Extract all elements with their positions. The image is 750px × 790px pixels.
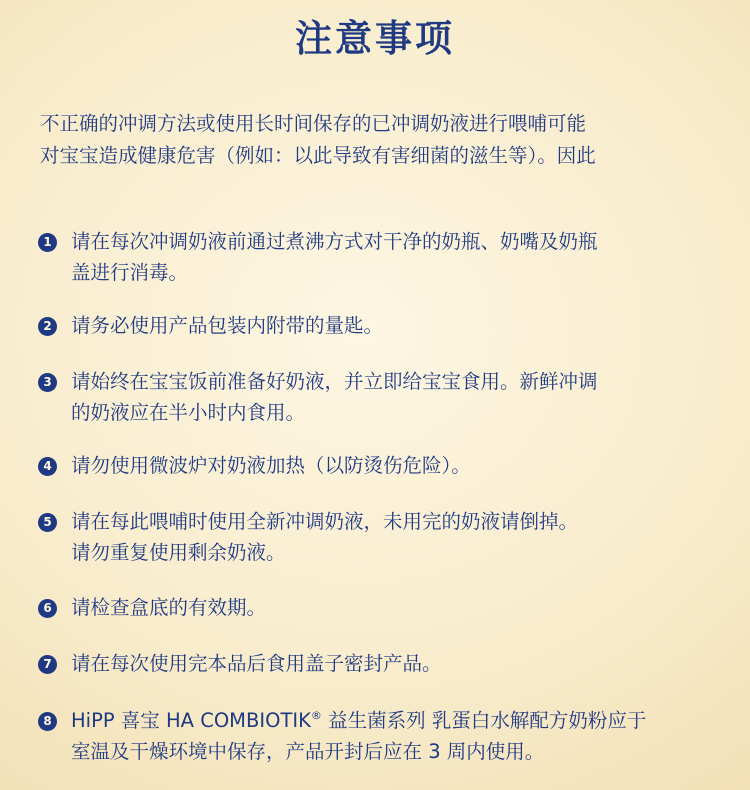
item-text bbox=[71, 648, 721, 679]
number-badge: 8 bbox=[38, 712, 57, 731]
item-line: 请勿使用微波炉对奶液加热（以防烫伤危险）。 bbox=[71, 454, 471, 477]
item-line: 请勿重复使用剩余奶液。 bbox=[71, 541, 286, 564]
item-text bbox=[71, 310, 721, 341]
item-line: 请在每此喂哺时使用全新冲调奶液，未用完的奶液请倒掉。 bbox=[71, 510, 579, 533]
item-line: 请务必使用产品包装内附带的量匙。 bbox=[71, 314, 384, 337]
item-text bbox=[71, 450, 721, 481]
item-text bbox=[71, 705, 721, 767]
item-line bbox=[71, 705, 721, 736]
item-line: 的奶液应在半小时内食用。 bbox=[71, 401, 306, 424]
page-title: 注意事项 bbox=[295, 17, 455, 60]
number-badge: 3 bbox=[38, 373, 57, 392]
item-line: 请检查盒底的有效期。 bbox=[71, 596, 267, 619]
number-badge: 6 bbox=[38, 599, 57, 618]
item-text bbox=[71, 592, 721, 623]
item-text bbox=[71, 226, 721, 288]
product-series: 益生菌系列 乳蛋白水解配方奶粉应于 bbox=[321, 709, 647, 732]
intro-line: 对宝宝造成健康危害（例如：以此导致有害细菌的滋生等）。因此 bbox=[40, 144, 596, 167]
number-badge: 2 bbox=[38, 317, 57, 336]
number-badge: 7 bbox=[38, 655, 57, 674]
number-badge: 4 bbox=[38, 457, 57, 476]
registered-mark: ® bbox=[310, 709, 322, 722]
item-line: 请在每次冲调奶液前通过煮沸方式对干净的奶瓶、奶嘴及奶瓶 bbox=[71, 230, 598, 253]
number-badge: 1 bbox=[38, 233, 57, 252]
item-text bbox=[71, 366, 721, 428]
number-badge: 5 bbox=[38, 513, 57, 532]
item-text bbox=[71, 506, 721, 568]
item-line: 请在每次使用完本品后食用盖子密封产品。 bbox=[71, 652, 442, 675]
item-line: 盖进行消毒。 bbox=[71, 261, 189, 284]
precaution-list bbox=[38, 0, 728, 790]
item-line: 请始终在宝宝饭前准备好奶液，并立即给宝宝食用。新鲜冲调 bbox=[71, 370, 598, 393]
intro-line: 不正确的冲调方法或使用长时间保存的已冲调奶液进行喂哺可能 bbox=[40, 112, 587, 135]
item-line: 室温及干燥环境中保存，产品开封后应在 3 周内使用。 bbox=[71, 740, 545, 763]
brand-name: HiPP 喜宝 HA COMBIOTIK bbox=[71, 709, 311, 732]
